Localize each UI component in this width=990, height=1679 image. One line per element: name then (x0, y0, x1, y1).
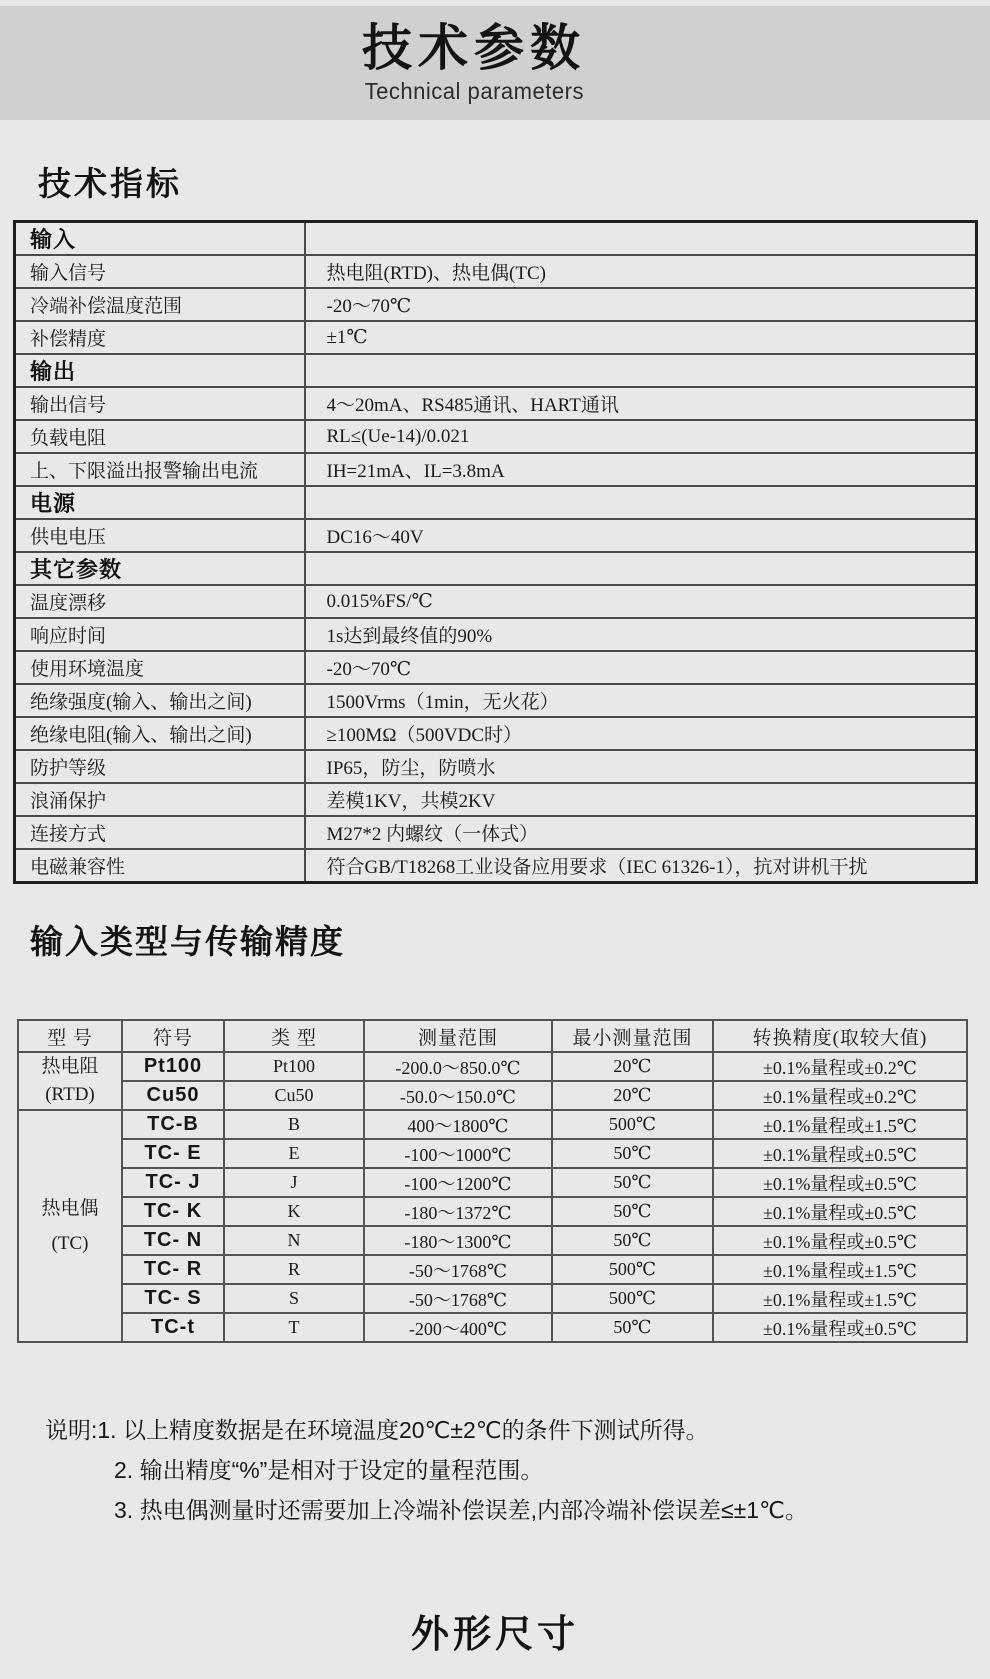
page-title: 技术参数 (361, 20, 586, 76)
accuracy-row (18, 1226, 967, 1255)
spec-row (15, 684, 977, 717)
spec-section-row (15, 486, 977, 519)
accuracy-cell-range: -100～1000℃ (364, 1139, 552, 1168)
accuracy-cell-accuracy: ±0.1%量程或±0.2℃ (713, 1052, 967, 1081)
accuracy-cell-min-range: 500℃ (552, 1255, 713, 1284)
spec-section-row (15, 222, 977, 256)
accuracy-cell-min-range: 50℃ (552, 1139, 713, 1168)
accuracy-cell-accuracy: ±0.1%量程或±1.5℃ (713, 1110, 967, 1139)
accuracy-row (18, 1139, 967, 1168)
accuracy-cell-min-range: 20℃ (552, 1052, 713, 1081)
spec-value-cell: 符合GB/T18268工业设备应用要求（IEC 61326-1），抗对讲机干扰 (305, 849, 977, 883)
accuracy-cell-range: -180～1300℃ (364, 1226, 552, 1255)
accuracy-cell-range: -200～400℃ (364, 1313, 552, 1342)
spec-label-cell: 温度漂移 (15, 585, 305, 618)
accuracy-group-label: 热电阻 (41, 1056, 99, 1077)
accuracy-cell-accuracy: ±0.1%量程或±0.5℃ (713, 1197, 967, 1226)
spec-value-cell (305, 222, 977, 256)
note-line: 2. 输出精度“%”是相对于设定的量程范围。 (114, 1457, 544, 1483)
accuracy-table (17, 1019, 968, 1343)
accuracy-cell-type: T (224, 1313, 364, 1342)
accuracy-cell-type: B (224, 1110, 364, 1139)
accuracy-cell-symbol: TC- S (122, 1284, 224, 1313)
accuracy-row (18, 1052, 967, 1081)
spec-label-cell: 负载电阻 (15, 420, 305, 453)
accuracy-cell-type: N (224, 1226, 364, 1255)
spec-value-cell (305, 354, 977, 387)
spec-value-cell: 1500Vrms（1min，无火花） (305, 684, 977, 717)
spec-row (15, 585, 977, 618)
spec-row (15, 420, 977, 453)
accuracy-cell-min-range: 50℃ (552, 1313, 713, 1342)
accuracy-header-range: 测量范围 (364, 1020, 552, 1052)
spec-row (15, 783, 977, 816)
spec-label-cell: 输出 (15, 354, 305, 387)
spec-value-cell: 差模1KV，共模2KV (305, 783, 977, 816)
accuracy-header-min-range: 最小测量范围 (552, 1020, 713, 1052)
accuracy-row (18, 1284, 967, 1313)
spec-label-cell: 绝缘强度(输入、输出之间) (15, 684, 305, 717)
accuracy-cell-type: Cu50 (224, 1081, 364, 1110)
accuracy-row (18, 1110, 967, 1139)
spec-value-cell: 0.015%FS/℃ (305, 585, 977, 618)
spec-table (13, 220, 978, 884)
accuracy-cell-accuracy: ±0.1%量程或±0.5℃ (713, 1313, 967, 1342)
spec-label-cell: 其它参数 (15, 552, 305, 585)
spec-value-cell: -20～70℃ (305, 651, 977, 684)
spec-label-cell: 供电电压 (15, 519, 305, 552)
accuracy-header-type: 类 型 (224, 1020, 364, 1052)
spec-table-body (15, 222, 977, 883)
accuracy-cell-min-range: 50℃ (552, 1197, 713, 1226)
accuracy-cell-type: E (224, 1139, 364, 1168)
accuracy-group-label: (TC) (51, 1233, 89, 1254)
accuracy-cell-min-range: 20℃ (552, 1081, 713, 1110)
spec-label-cell: 输入信号 (15, 255, 305, 288)
accuracy-cell-symbol: TC-B (122, 1110, 224, 1139)
accuracy-cell-min-range: 50℃ (552, 1226, 713, 1255)
accuracy-header-symbol: 符号 (122, 1020, 224, 1052)
title-banner (0, 6, 990, 120)
accuracy-group-label: (RTD) (45, 1084, 95, 1105)
note-item: 1. 以上精度数据是在环境温度20℃±2℃的条件下测试所得。 (97, 1417, 709, 1443)
spec-row (15, 618, 977, 651)
spec-row (15, 387, 977, 420)
accuracy-header-row (18, 1020, 967, 1052)
notes-block (45, 1410, 955, 1530)
accuracy-cell-range: -50.0～150.0℃ (364, 1081, 552, 1110)
accuracy-cell-range: -50～1768℃ (364, 1284, 552, 1313)
spec-value-cell: IP65，防尘，防喷水 (305, 750, 977, 783)
spec-section-row (15, 552, 977, 585)
accuracy-section-heading: 输入类型与传输精度 (30, 923, 345, 960)
spec-row (15, 453, 977, 486)
spec-value-cell: ≥100MΩ（500VDC时） (305, 717, 977, 750)
spec-label-cell: 使用环境温度 (15, 651, 305, 684)
spec-row (15, 288, 977, 321)
accuracy-cell-range: 400～1800℃ (364, 1110, 552, 1139)
accuracy-group-cell (18, 1110, 122, 1342)
spec-value-cell: RL≤(Ue-14)/0.021 (305, 420, 977, 453)
spec-row (15, 519, 977, 552)
spec-value-cell: 4～20mA、RS485通讯、HART通讯 (305, 387, 977, 420)
spec-value-cell: M27*2 内螺纹（一体式） (305, 816, 977, 849)
spec-label-cell: 冷端补偿温度范围 (15, 288, 305, 321)
spec-label-cell: 防护等级 (15, 750, 305, 783)
spec-row (15, 816, 977, 849)
banner-content (360, 21, 589, 105)
accuracy-row (18, 1197, 967, 1226)
dimensions-section-heading: 外形尺寸 (410, 1614, 579, 1656)
accuracy-cell-type: J (224, 1168, 364, 1197)
spec-row (15, 717, 977, 750)
spec-value-cell: 1s达到最终值的90% (305, 618, 977, 651)
accuracy-cell-accuracy: ±0.1%量程或±0.5℃ (713, 1139, 967, 1168)
page-subtitle: Technical parameters (364, 78, 584, 104)
accuracy-header-model: 型 号 (18, 1020, 122, 1052)
notes-prefix: 说明: (45, 1417, 98, 1443)
accuracy-cell-range: -180～1372℃ (364, 1197, 552, 1226)
note-line: 3. 热电偶测量时还需要加上冷端补偿误差,内部冷端补偿误差≤±1℃。 (114, 1497, 808, 1523)
spec-row (15, 255, 977, 288)
spec-value-cell: ±1℃ (305, 321, 977, 354)
accuracy-cell-symbol: Pt100 (122, 1052, 224, 1081)
accuracy-row (18, 1313, 967, 1342)
accuracy-cell-symbol: TC- N (122, 1226, 224, 1255)
spec-label-cell: 响应时间 (15, 618, 305, 651)
accuracy-cell-symbol: TC- R (122, 1255, 224, 1284)
accuracy-cell-range: -100～1200℃ (364, 1168, 552, 1197)
spec-label-cell: 输入 (15, 222, 305, 256)
accuracy-cell-min-range: 500℃ (552, 1284, 713, 1313)
spec-label-cell: 输出信号 (15, 387, 305, 420)
spec-value-cell (305, 552, 977, 585)
accuracy-header-accuracy: 转换精度(取较大值) (713, 1020, 967, 1052)
spec-value-cell: 热电阻(RTD)、热电偶(TC) (305, 255, 977, 288)
accuracy-cell-min-range: 50℃ (552, 1168, 713, 1197)
accuracy-group-cell (18, 1052, 122, 1110)
accuracy-cell-range: -50～1768℃ (364, 1255, 552, 1284)
note-line (45, 1410, 955, 1450)
accuracy-cell-type: S (224, 1284, 364, 1313)
accuracy-cell-type: R (224, 1255, 364, 1284)
accuracy-cell-symbol: TC-t (122, 1313, 224, 1342)
spec-row (15, 321, 977, 354)
accuracy-table-body (18, 1052, 967, 1342)
spec-label-cell: 浪涌保护 (15, 783, 305, 816)
accuracy-cell-accuracy: ±0.1%量程或±0.5℃ (713, 1226, 967, 1255)
accuracy-row (18, 1255, 967, 1284)
spec-value-cell: DC16～40V (305, 519, 977, 552)
accuracy-row (18, 1081, 967, 1110)
spec-label-cell: 补偿精度 (15, 321, 305, 354)
accuracy-cell-symbol: Cu50 (122, 1081, 224, 1110)
accuracy-cell-min-range: 500℃ (552, 1110, 713, 1139)
spec-label-cell: 电磁兼容性 (15, 849, 305, 883)
accuracy-cell-symbol: TC- J (122, 1168, 224, 1197)
accuracy-group-label: 热电偶 (41, 1198, 99, 1219)
spec-value-cell: -20～70℃ (305, 288, 977, 321)
accuracy-cell-accuracy: ±0.1%量程或±1.5℃ (713, 1255, 967, 1284)
spec-section-heading: 技术指标 (38, 165, 182, 202)
accuracy-cell-symbol: TC- E (122, 1139, 224, 1168)
accuracy-row (18, 1168, 967, 1197)
spec-row (15, 849, 977, 883)
accuracy-cell-type: Pt100 (224, 1052, 364, 1081)
spec-label-cell: 电源 (15, 486, 305, 519)
spec-row (15, 750, 977, 783)
spec-row (15, 651, 977, 684)
spec-value-cell (305, 486, 977, 519)
spec-section-row (15, 354, 977, 387)
spec-label-cell: 绝缘电阻(输入、输出之间) (15, 717, 305, 750)
spec-label-cell: 上、下限溢出报警输出电流 (15, 453, 305, 486)
accuracy-cell-accuracy: ±0.1%量程或±1.5℃ (713, 1284, 967, 1313)
accuracy-cell-type: K (224, 1197, 364, 1226)
spec-label-cell: 连接方式 (15, 816, 305, 849)
accuracy-cell-range: -200.0～850.0℃ (364, 1052, 552, 1081)
accuracy-cell-accuracy: ±0.1%量程或±0.5℃ (713, 1168, 967, 1197)
spec-value-cell: IH=21mA、IL=3.8mA (305, 453, 977, 486)
accuracy-cell-accuracy: ±0.1%量程或±0.2℃ (713, 1081, 967, 1110)
accuracy-cell-symbol: TC- K (122, 1197, 224, 1226)
